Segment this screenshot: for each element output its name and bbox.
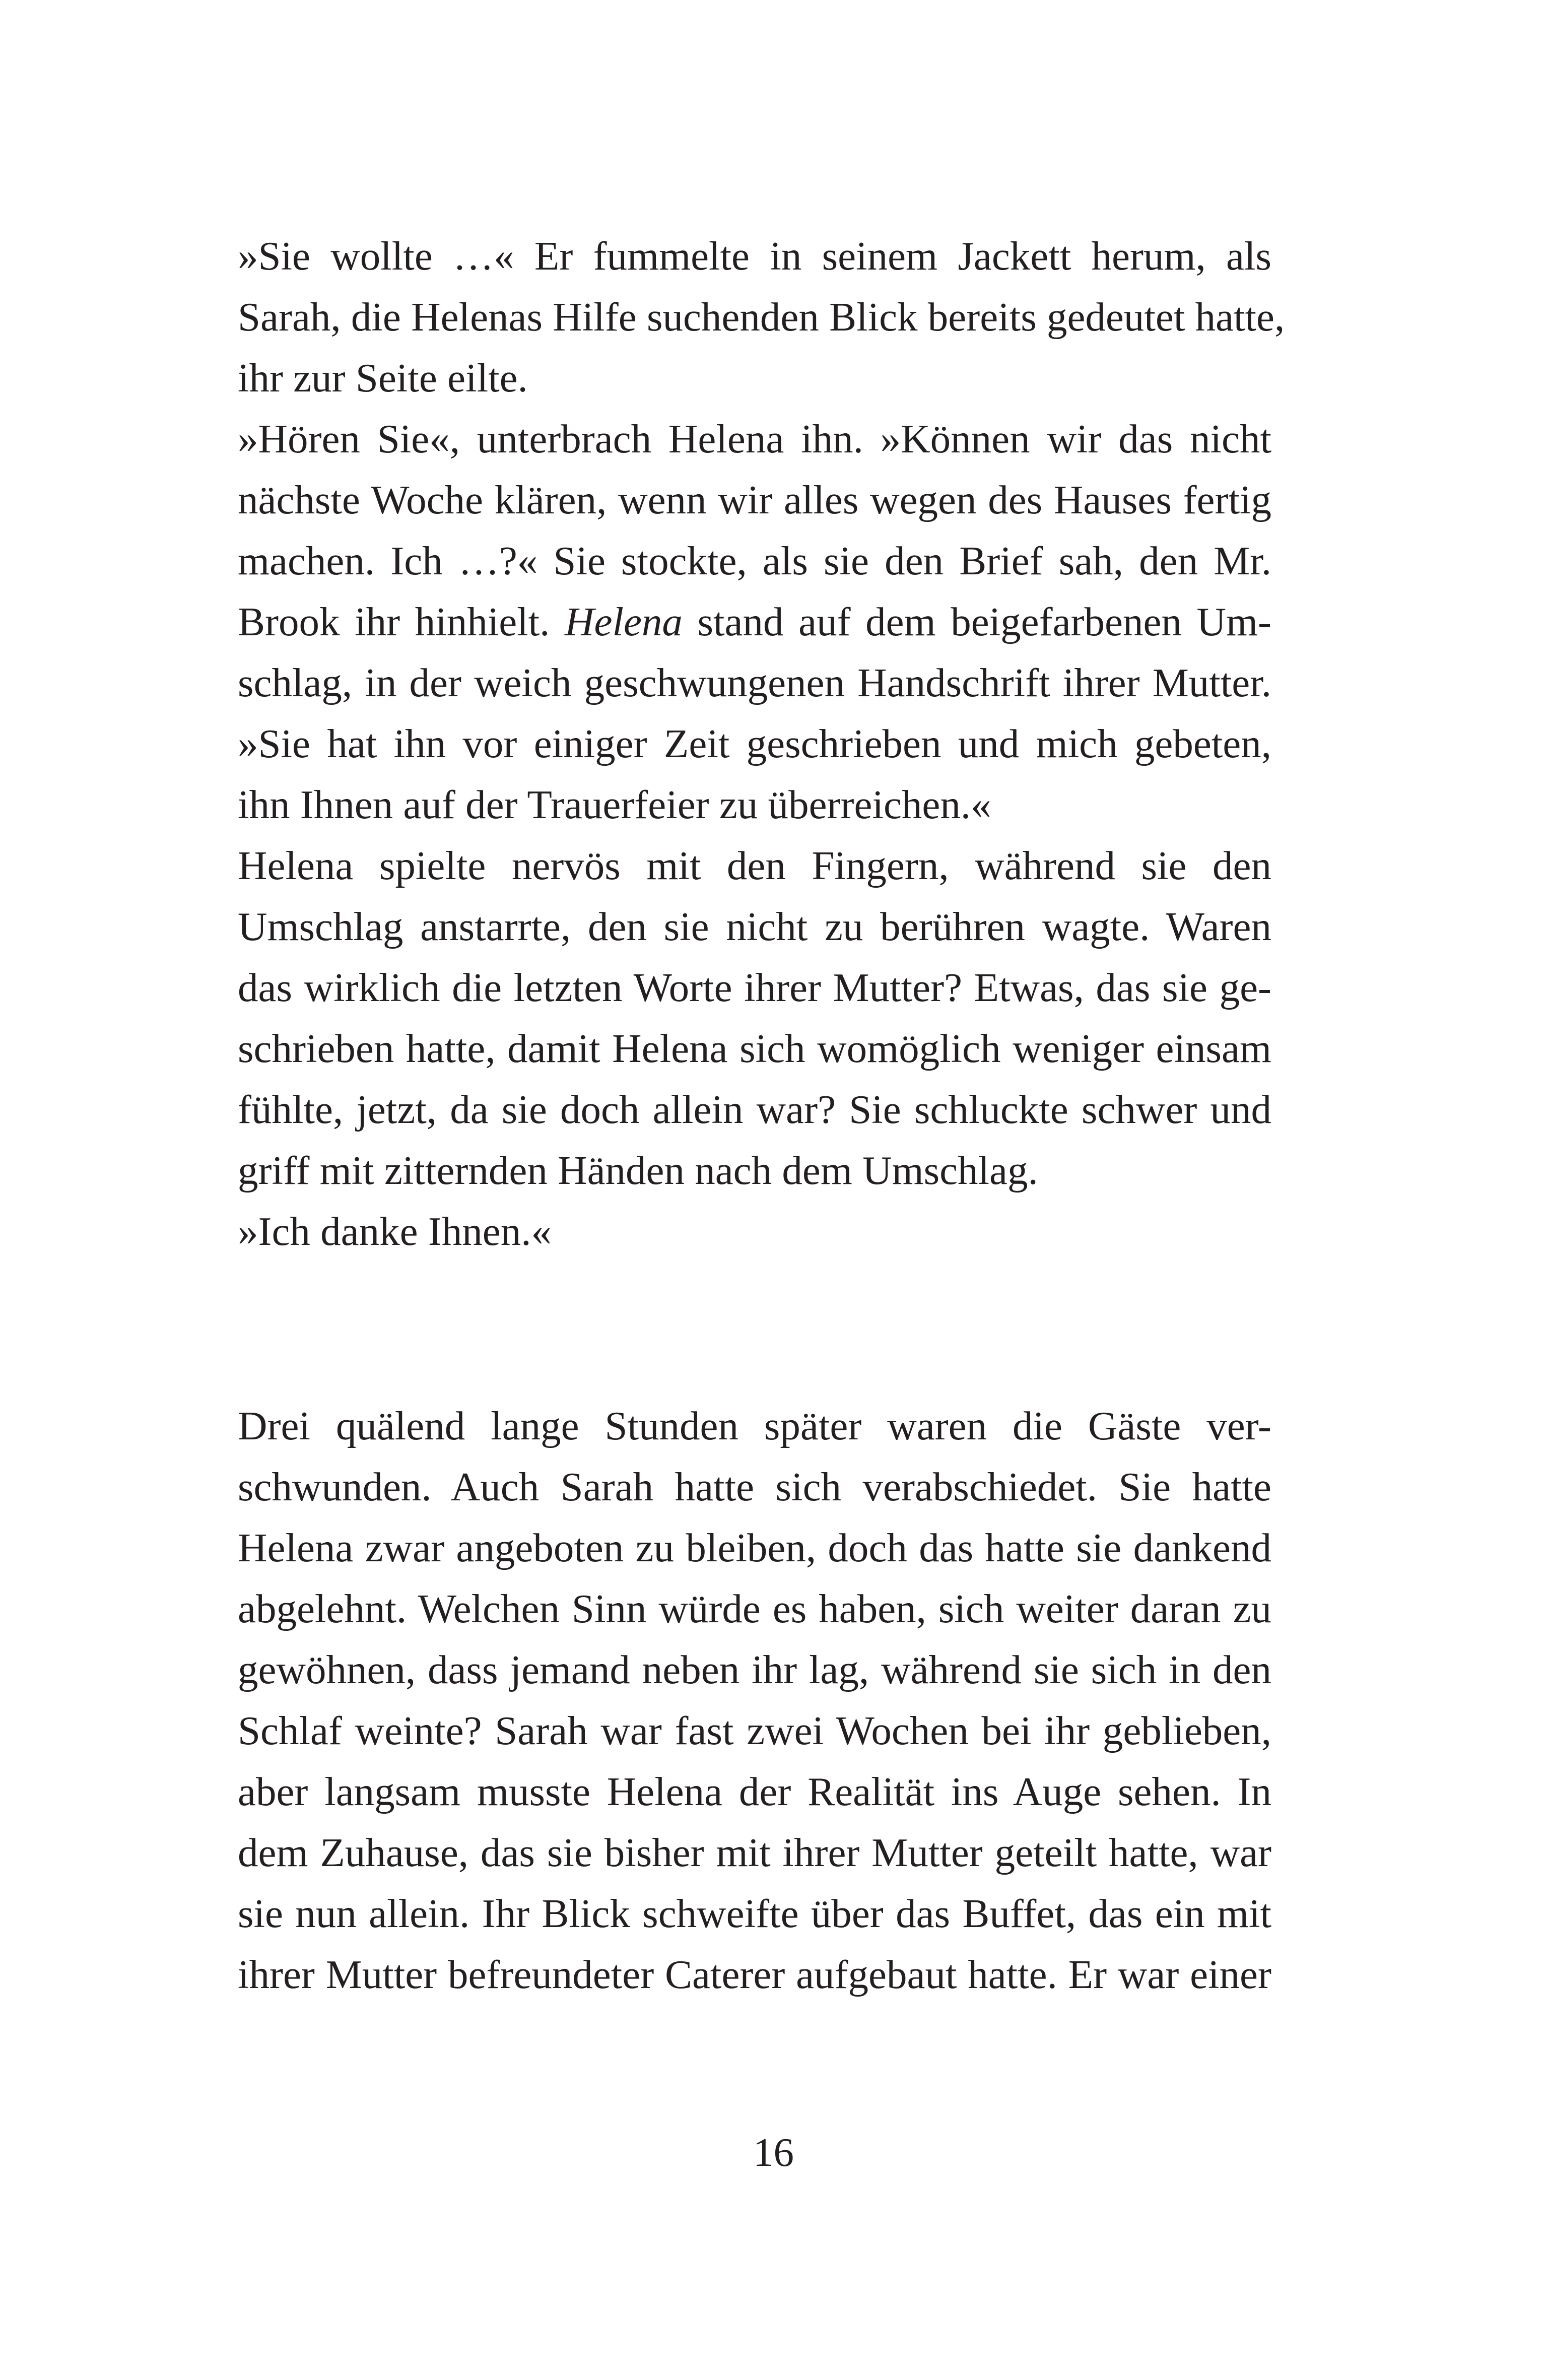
text-line: griff mit zitternden Händen nach dem Umschlag.	[238, 1148, 1038, 1193]
text-line: Helena zwar angeboten zu bleiben, doch das hatte sie dankend	[238, 1525, 1271, 1570]
text-line: Umschlag anstarrte, den sie nicht zu berühren wagte. Waren	[238, 904, 1271, 949]
text-line: »Sie hat ihn vor einiger Zeit geschrieben und mich gebeten,	[238, 721, 1271, 766]
text-section-2	[238, 1396, 1271, 2005]
text-line: aber langsam musste Helena der Realität ins Auge sehen. In	[238, 1769, 1271, 1814]
text-line: Sarah, die Helenas Hilfe suchenden Blick bereits gedeutet hatte,	[238, 294, 1285, 340]
text-line: schlag, in der weich geschwungenen Handschrift ihrer Mutter.	[238, 660, 1271, 705]
text-line: machen. Ich …?« Sie stockte, als sie den Brief sah, den Mr.	[238, 538, 1271, 583]
text-line: nächste Woche klären, wenn wir alles wegen des Hauses fertig	[238, 477, 1271, 522]
text-line: sie nun allein. Ihr Blick schweifte über das Buffet, das ein mit	[238, 1891, 1271, 1936]
text-line: Drei quälend lange Stunden später waren die Gäste ver-	[238, 1403, 1271, 1448]
text-line: ihn Ihnen auf der Trauerfeier zu überreichen.«	[238, 782, 991, 827]
text-line: dem Zuhause, das sie bisher mit ihrer Mutter geteilt hatte, war	[238, 1830, 1271, 1875]
text-segment: stand auf dem beigefarbenen Um-	[682, 599, 1271, 644]
text-line: ihrer Mutter befreundeter Caterer aufgebaut hatte. Er war einer	[238, 1952, 1271, 1997]
text-line: fühlte, jetzt, da sie doch allein war? Sie schluckte schwer und	[238, 1087, 1271, 1132]
text-line: Helena spielte nervös mit den Fingern, während sie den	[238, 843, 1271, 888]
text-segment: Brook ihr hinhielt.	[238, 599, 565, 644]
text-line	[238, 591, 1271, 652]
page-number: 16	[753, 2130, 794, 2175]
text-line: »Hören Sie«, unterbrach Helena ihn. »Können wir das nicht	[238, 416, 1271, 461]
text-line: abgelehnt. Welchen Sinn würde es haben, sich weiter daran zu	[238, 1586, 1271, 1631]
text-line: schwunden. Auch Sarah hatte sich verabschiedet. Sie hatte	[238, 1464, 1271, 1509]
text-line: »Ich danke Ihnen.«	[238, 1209, 552, 1254]
text-line: schrieben hatte, damit Helena sich womöglich weniger einsam	[238, 1026, 1271, 1071]
text-line: »Sie wollte …« Er fummelte in seinem Jackett herum, als	[238, 233, 1271, 279]
text-line: Schlaf weinte? Sarah war fast zwei Wochen bei ihr geblieben,	[238, 1708, 1271, 1753]
text-line: gewöhnen, dass jemand neben ihr lag, während sie sich in den	[238, 1647, 1271, 1692]
text-line: ihr zur Seite eilte.	[238, 355, 528, 401]
text-section-1	[238, 226, 1285, 1262]
emphasized-name: Helena	[565, 599, 683, 644]
text-line: das wirklich die letzten Worte ihrer Mutter? Etwas, das sie ge-	[238, 965, 1271, 1010]
